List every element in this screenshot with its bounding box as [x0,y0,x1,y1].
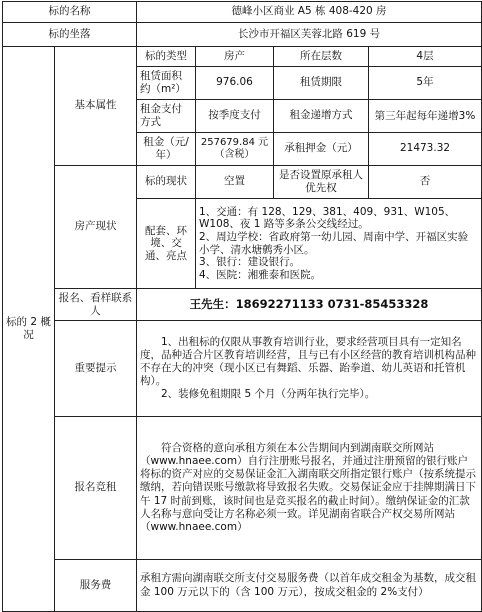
term-label: 租赁期限 [274,67,369,100]
floors-label: 所在层数 [274,47,369,67]
fee-label: 服务费 [55,560,137,612]
deposit-value: 21473.32 [369,133,482,166]
area-label: 租赁面积约（m²） [137,67,196,100]
name-label: 标的名称 [3,2,137,23]
facility-line: 1、交通：有 128、129、381、409、931、W105、W108、夜 1 路等多条公交线经过。 [199,205,456,231]
bidding-value [137,417,482,560]
notice-paragraph: 2、装修免租期限 5 个月（分两年执行完毕）。 [161,388,376,401]
side-label: 标的 2 概况 [3,47,55,612]
property-group-label: 房产现状 [55,166,137,289]
priority-label: 是否设置原承租人优先权 [274,166,369,199]
deposit-label: 承租押金（元） [274,133,369,166]
location-label: 标的坐落 [3,23,137,47]
basic-group-label: 基本属性 [55,47,137,166]
payment-label: 租金支付方式 [137,100,196,133]
fee-value: 承租方需向湖南联交所支付交易服务费（以首年成交租金为基数，成交租金 100 万元以下的（含 100 万元），按成交租金的 2%支付） [137,560,482,612]
priority-value: 否 [369,166,482,199]
listing-table [2,1,482,612]
notice-label: 重要提示 [55,321,137,417]
facilities-value [196,199,482,289]
floors-value: 4层 [369,47,482,67]
rent-label: 租金（元/年） [137,133,196,166]
facility-line: 4、医院：湘雅泰和医院。 [199,268,322,281]
increase-value: 第三年起每年递增3% [369,100,482,133]
notice-paragraph: 1、出租标的仅限从事教育培训行业，要求经营项目具有一定知名度，品种适合片区教育培训经营，且与已有小区经营的教育培训机构品种不存在大的冲突（现小区已有舞蹈、乐器、跆拳道、幼儿英语和托管机构）。 [140,335,476,388]
contact-value: 王先生：18692271133 0731-85453328 [137,289,482,321]
name-value: 德峰小区商业 A5 栋 408-420 房 [137,2,482,23]
notice-value [137,321,482,417]
contact-label: 报名、看样联系人 [55,289,137,321]
type-value: 房产 [196,47,274,67]
rent-value: 257679.84 元（含税） [196,133,274,166]
term-value: 5年 [369,67,482,100]
bidding-text: 符合资格的意向承租方须在本公告期间内到湖南联交所网站（www.hnaee.com）自行注册账号报名，并通过注册预留的银行账户将标的资产对应的交易保证金汇入湖南联交所指定银行账户（按系统提示缴纳，若向错误账号缴款将导致报名失败。交易保证金应于挂牌期满日下午 17 时前到账，该时间也是竞买报名的截止时间）。缴纳保证金的汇款人名称与意向受让方名称必须一致。详见湖南省联合产权交易所网站（www.hnaee.com） [140,442,476,533]
facility-line: 3、银行：建设银行。 [199,256,301,269]
area-value: 976.06 [196,67,274,100]
facility-line: 2、周边学校：省政府第一幼儿园、周南中学、开福区实验小学、清水塘鹩秀小区。 [199,230,469,256]
status-label: 标的现状 [137,166,196,199]
location-value: 长沙市开福区芙蓉北路 619 号 [137,23,482,47]
payment-value: 按季度支付 [196,100,274,133]
bidding-label: 报名竞租 [55,417,137,560]
status-value: 空置 [196,166,274,199]
type-label: 标的类型 [137,47,196,67]
increase-label: 租金递增方式 [274,100,369,133]
facilities-label: 配套、环境、交通、亮点 [137,199,196,289]
